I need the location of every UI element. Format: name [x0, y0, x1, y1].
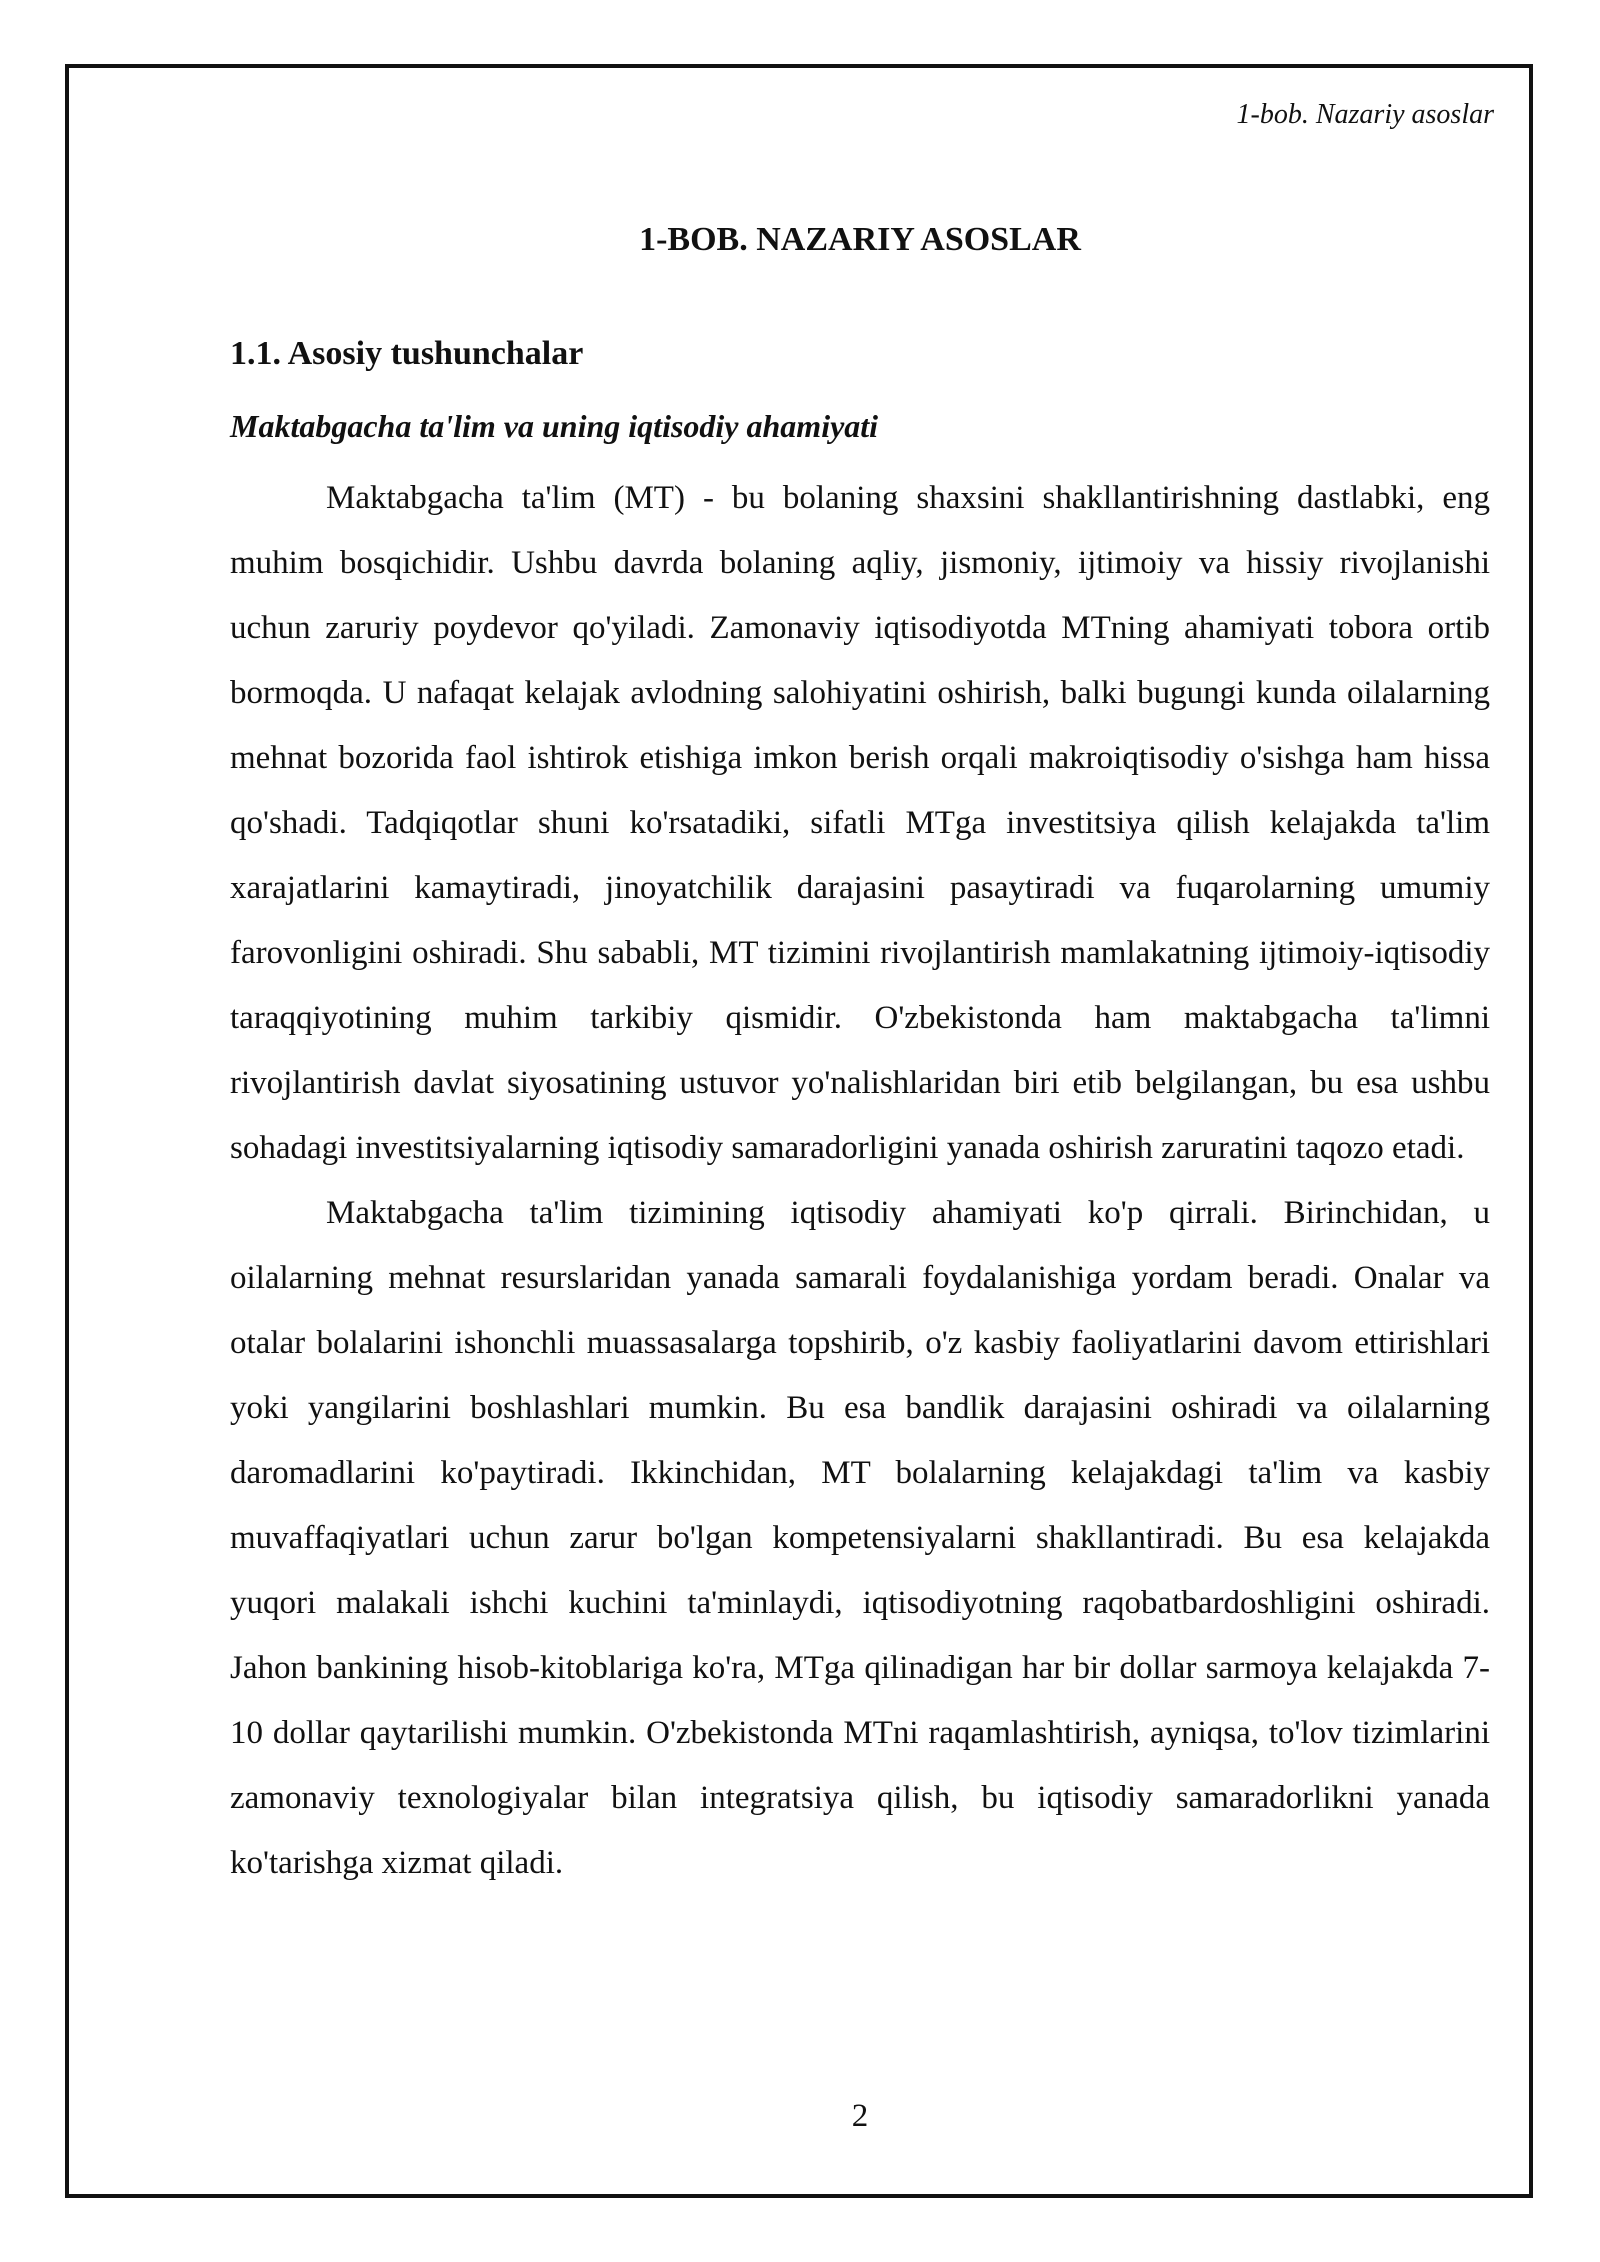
- body-paragraph: Maktabgacha ta'lim (MT) - bu bolaning shaxsini shakllantirishning dastlabki, eng muhim bosqichidir. Ushbu davrda bolaning aqliy, jismoniy, ijtimoiy va hissiy rivojlanishi uchun zaruriy poydevor qo'yiladi. Zamonaviy iqtisodiyotda MTning ahamiyati tobora ortib bormoqda. U nafaqat kelajak avlodning salohiyatini oshirish, balki bugungi kunda oilalarning mehnat bozorida faol ishtirok etishiga imkon berish orqali makroiqtisodiy o'sishga ham hissa qo'shadi. Tadqiqotlar shuni ko'rsatadiki, sifatli MTga investitsiya qilish kelajakda ta'lim xarajatlarini kamaytiradi, jinoyatchilik darajasini pasaytiradi va fuqarolarning umumiy farovonligini oshiradi. Shu sababli, MT tizimini rivojlantirish mamlakatning ijtimoiy-iqtisodiy taraqqiyotining muhim tarkibiy qismidir. O'zbekistonda ham maktabgacha ta'limni rivojlantirish davlat siyosatining ustuvor yo'nalishlaridan biri etib belgilangan, bu esa ushbu sohadagi investitsiyalarning iqtisodiy samaradorligini yanada oshirish zaruratini taqozo etadi.: [230, 480, 1490, 1166]
- page-content: [230, 210, 1490, 1896]
- section-title: 1.1. Asosiy tushunchalar: [230, 335, 584, 372]
- running-header: 1-bob. Nazariy asoslar: [1236, 99, 1494, 130]
- chapter-title: 1-BOB. NAZARIY ASOSLAR: [639, 221, 1081, 258]
- body-paragraph: Maktabgacha ta'lim tizimining iqtisodiy ahamiyati ko'p qirrali. Birinchidan, u oilalarning mehnat resurslaridan yanada samarali foydalanishiga yordam beradi. Onalar va otalar bolalarini ishonchli muassasalarga topshirib, o'z kasbiy faoliyatlarini davom ettirishlari yoki yangilarini boshlashlari mumkin. Bu esa bandlik darajasini oshiradi va oilalarning daromadlarini ko'paytiradi. Ikkinchidan, MT bolalarning kelajakdagi ta'lim va kasbiy muvaffaqiyatlari uchun zarur bo'lgan kompetensiyalarni shakllantiradi. Bu esa kelajakda yuqori malakali ishchi kuchini ta'minlaydi, iqtisodiyotning raqobatbardoshligini oshiradi. Jahon bankining hisob-kitoblariga ko'ra, MTga qilinadigan har bir dollar sarmoya kelajakda 7-10 dollar qaytarilishi mumkin. O'zbekistonda MTni raqamlashtirish, ayniqsa, to'lov tizimlarini zamonaviy texnologiyalar bilan integratsiya qilish, bu iqtisodiy samaradorlikni yanada ko'tarishga xizmat qiladi.: [230, 1195, 1490, 1881]
- subsection-title: Maktabgacha ta'lim va uning iqtisodiy ahamiyati: [230, 408, 879, 444]
- page-number: 2: [851, 2098, 869, 2134]
